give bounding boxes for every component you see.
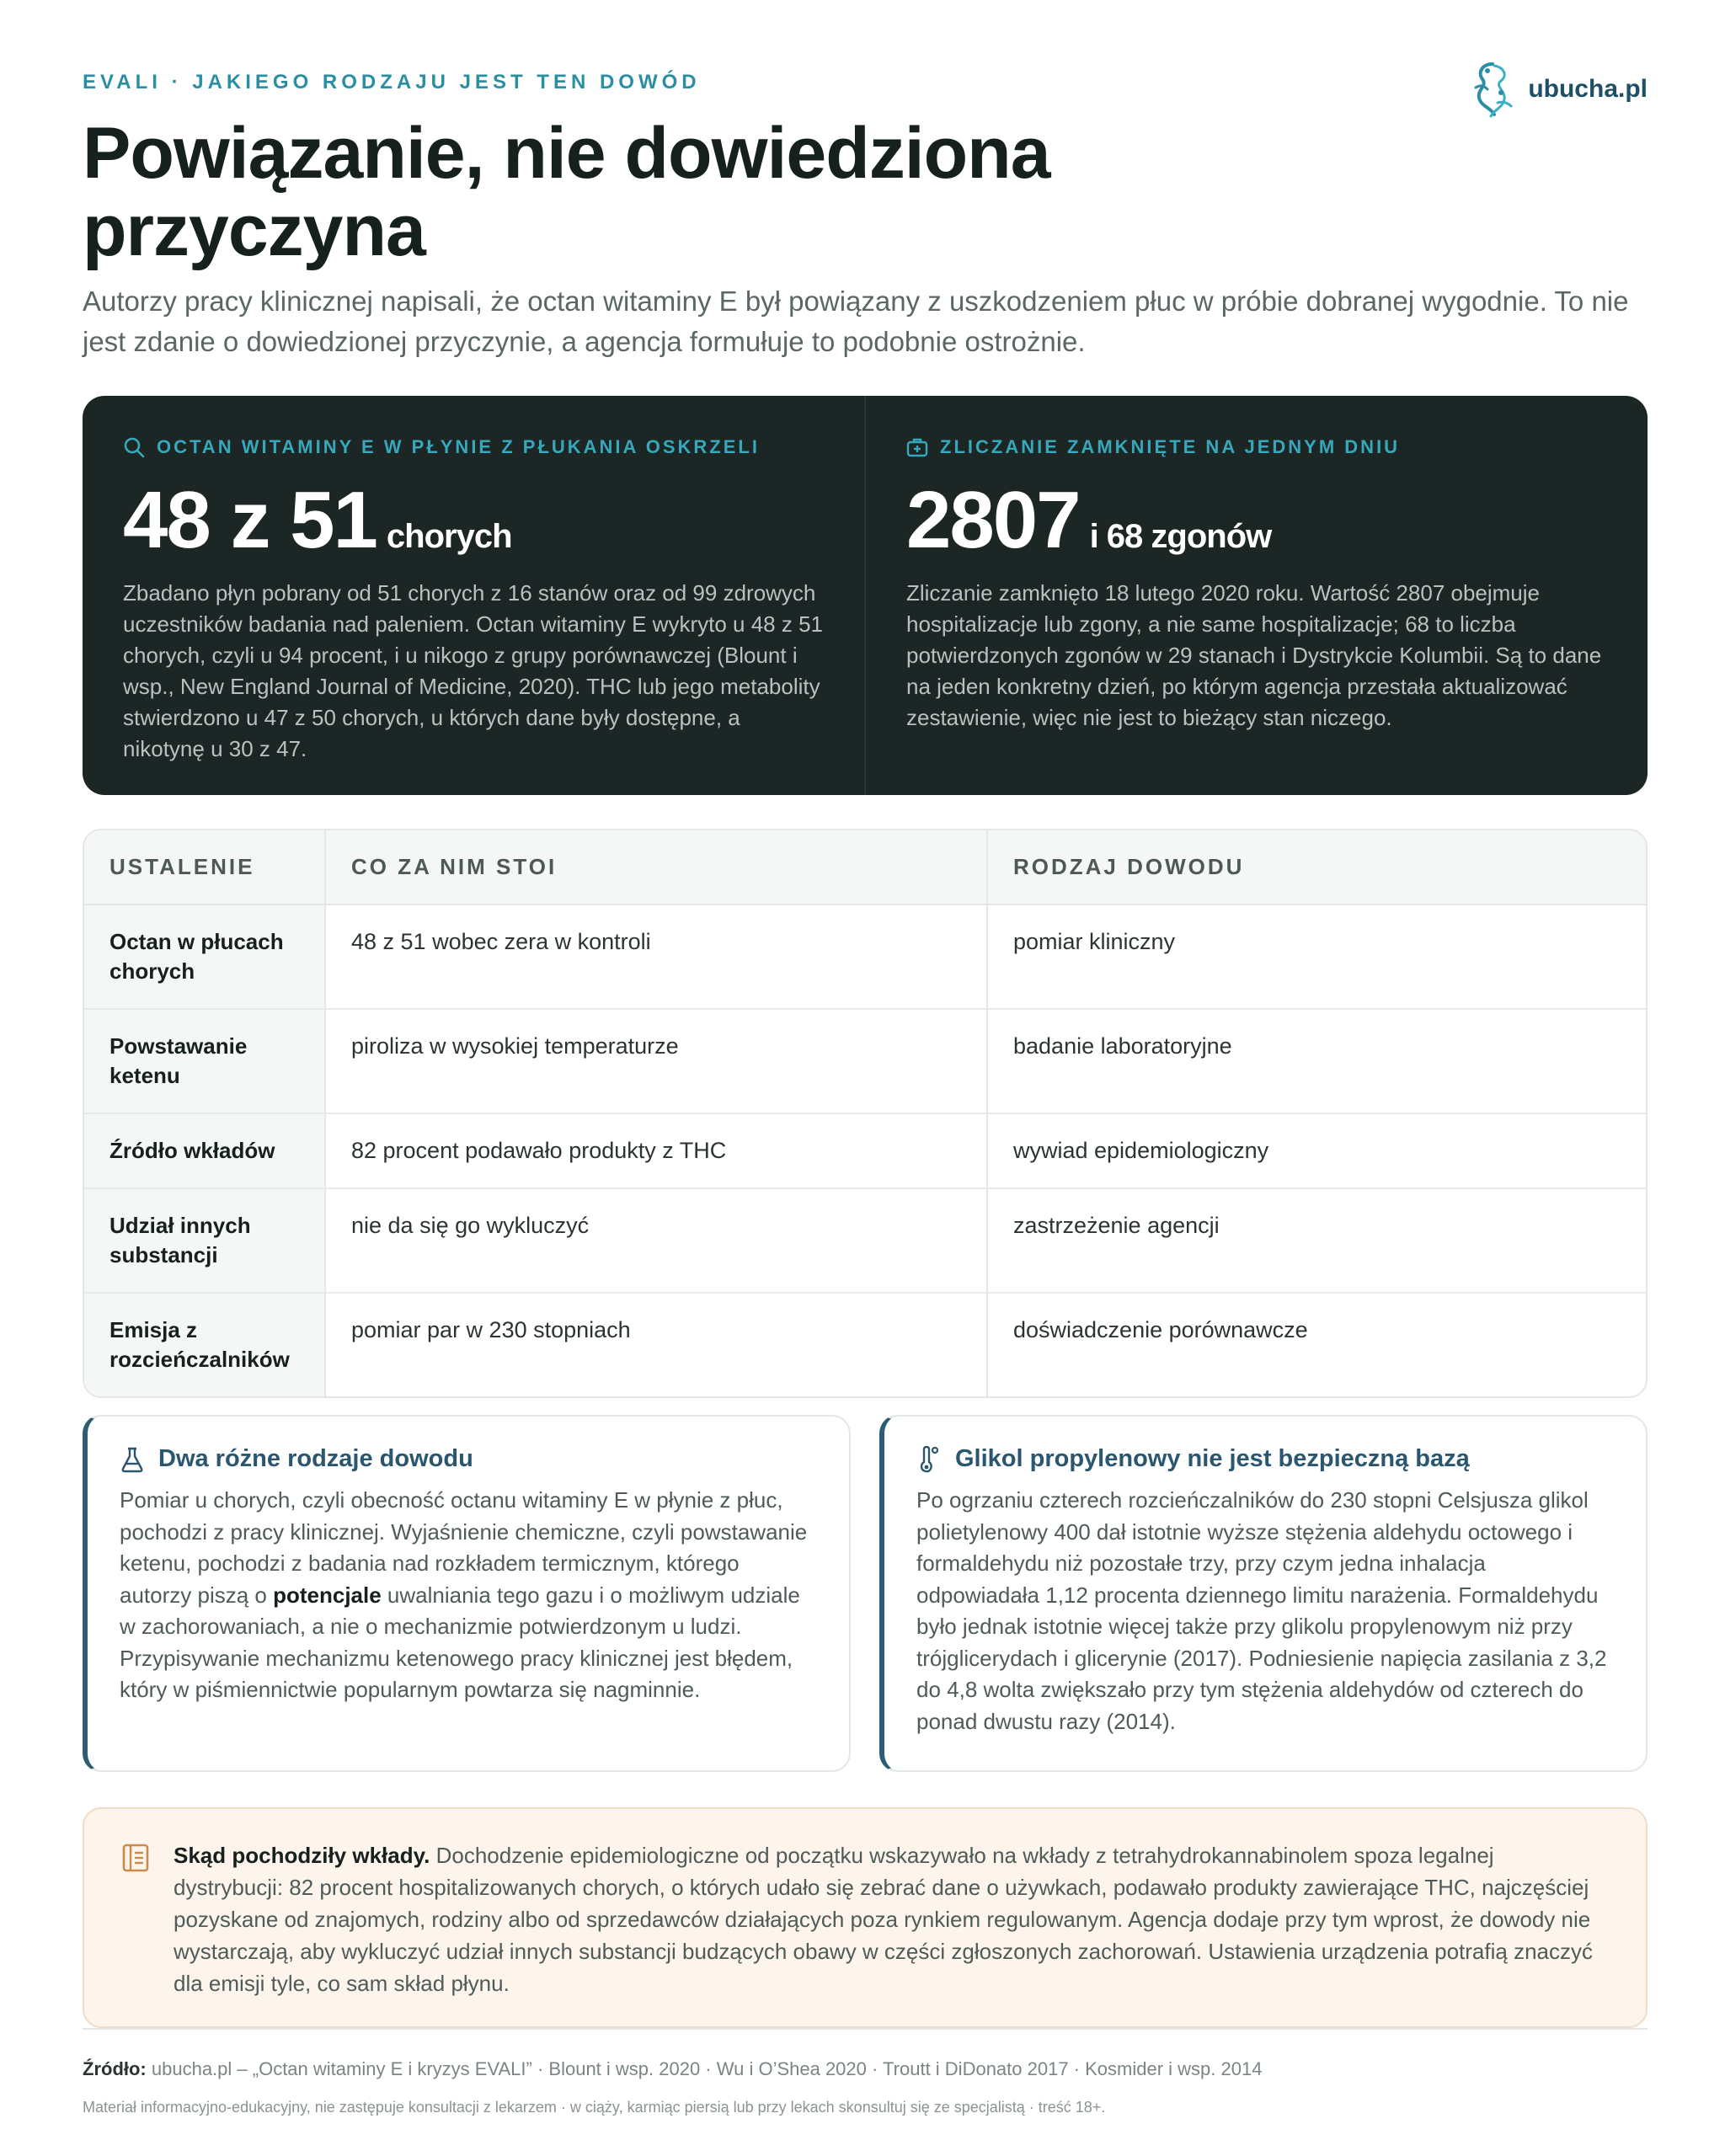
table-cell-evidence-type: zastrzeżenie agencji [987,1188,1646,1293]
stat-value-group [123,475,824,565]
stat-label [123,436,824,458]
info-box-title [916,1445,1614,1473]
info-box-propylene-glycol [879,1415,1648,1772]
source-label: Źródło: [83,2058,147,2079]
table-cell-basis: 82 procent podawało produkty z THC [325,1113,987,1188]
stat-unit: chorych [386,518,512,555]
table-row [84,1293,1646,1396]
medical-kit-icon [906,436,928,458]
table-cell-finding: Octan w płucach chorych [84,905,325,1009]
info-box-title-text: Dwa różne rodzaje dowodu [158,1445,473,1472]
table-cell-basis: 48 z 51 wobec zera w kontroli [325,905,987,1009]
table-cell-evidence-type: wywiad epidemiologiczny [987,1113,1646,1188]
source-note [83,1807,1648,2028]
column-header: CO ZA NIM STOI [325,830,987,905]
stat-value-group [906,475,1607,565]
table-header-row [84,830,1646,905]
note-text: Skąd pochodziły wkłady. Dochodzenie epidemiologiczne od początku wskazywało na wkłady z tetrahydrokannabinolem spoza legalnej dystrybucji: 82 procent hospitalizowanych chorych, o których udało się zebrać dane o używkach, podawało produkty zawierające THC, najczęściej pozyskane od znajomych, rodziny albo od sprzedawców działających poza rynkiem regulowanym. Agencja dodaje przy tym wprost, że dowody nie wystarczają, aby wykluczyć udział innych substancji budzących obawy w części zgłoszonych zachorowań. Ustawienia urządzenia potrafią znaczyć dla emisji tyle, co sam skład płynu. [174,1843,1593,1996]
stat-vitamin-e [83,396,864,795]
info-box-title [120,1445,817,1473]
stat-description: Zliczanie zamknięto 18 lutego 2020 roku. Wartość 2807 obejmuje hospitalizacje lub zgony, a nie same hospitalizacje; 68 to liczba potwierdzonych zgonów w 29 stanach i Dystrykcie Kolumbii. Są to dane na jeden konkretny dzień, po którym agencja przestała aktualizować zestawienie, więc nie jest to bieżący stan niczego. [906,580,1602,730]
eyebrow: EVALI · JAKIEGO RODZAJU JEST TEN DOWÓD [83,71,701,93]
logo-text: ubucha.pl [1528,75,1648,103]
column-header: RODZAJ DOWODU [987,830,1646,905]
disclaimer: Materiał informacyjno-edukacyjny, nie zastępuje konsultacji z lekarzem · w ciąży, karmiąc piersią lub przy lekach skonsultuj się ze specjalistą · treść 18+. [83,2099,1106,2116]
column-header: USTALENIE [84,830,325,905]
emphasis: potencjale [273,1582,382,1608]
thermometer-icon [916,1446,942,1473]
info-box-text: Po ogrzaniu czterech rozcieńczalników do 230 stopni Celsjusza glikol polietylenowy 400 dał istotnie wyższe stężenia aldehydu octowego i formaldehydu niż pozostałe trzy, przy czym jedna inhalacja odpowiadała 1,12 procenta dziennego limitu narażenia. Formaldehydu było jednak istotnie więcej także przy glikolu propylenowym niż przy trójglicerydach i glicerynie (2017). Podniesienie napięcia zasilania z 3,2 do 4,8 wolta zwiększało przy tym stężenia aldehydów od czterech do ponad dwustu razy (2014). [916,1487,1607,1734]
table-row [84,1113,1646,1188]
table-cell-finding: Emisja z rozcieńczalników [84,1293,325,1396]
table-row [84,1188,1646,1293]
source-line: Źródło: ubucha.pl – „Octan witaminy E i kryzys EVALI” · Blount i wsp. 2020 · Wu i O’Shea 2020 · Troutt i DiDonato 2017 · Kosmider i wsp. 2014 [83,2058,1263,2079]
table-cell-basis: nie da się go wykluczyć [325,1188,987,1293]
table-cell-finding: Udział innych substancji [84,1188,325,1293]
table-cell-finding: Powstawanie ketenu [84,1009,325,1113]
info-box-title-text: Glikol propylenowy nie jest bezpieczną bazą [955,1445,1470,1472]
info-box-text: Pomiar u chorych, czyli obecność octanu witaminy E w płynie z płuc, pochodzi z pracy klinicznej. Wyjaśnienie chemiczne, czyli powstawanie ketenu, pochodzi z badania nad rozkładem termicznym, którego autorzy piszą o potencjale uwalniania tego gazu i o możliwym udziale w zachorowaniach, a nie o mechanizmie potwierdzonym u ludzi. Przypisywanie mechanizmu ketenowego pracy klinicznej jest błędem, który w piśmiennictwie popularnym powtarza się nagminnie. [120,1487,808,1702]
table-cell-basis: piroliza w wysokiej temperaturze [325,1009,987,1113]
logo[interactable] [1469,59,1648,120]
page-title: Powiązanie, nie dowiedziona przyczyna [83,113,1050,271]
stat-label-text: OCTAN WITAMINY E W PŁYNIE Z PŁUKANIA OSKRZELI [157,436,760,457]
stat-label [906,436,1607,458]
table-cell-evidence-type: doświadczenie porównawcze [987,1293,1646,1396]
stat-value: 2807 [906,475,1080,565]
document-icon [121,1843,150,1873]
lead-paragraph: Autorzy pracy klinicznej napisali, że octan witaminy E był powiązany z uszkodzeniem płuc w próbie dobranej wygodnie. To nie jest zdanie o dowiedzionej przyczynie, a agencja formułuje to podobnie ostrożnie. [83,286,1629,357]
table-cell-evidence-type: badanie laboratoryjne [987,1009,1646,1113]
stat-value: 48 z 51 [123,475,377,565]
table-cell-finding: Źródło wkładów [84,1113,325,1188]
info-box-evidence-types [83,1415,851,1772]
stat-description: Zbadano płyn pobrany od 51 chorych z 16 stanów oraz od 99 zdrowych uczestników badania nad paleniem. Octan witaminy E wykryto u 48 z 51 chorych, czyli u 94 procent, i u nikogo z grupy porównawczej (Blount i wsp., New England Journal of Medicine, 2020). THC lub jego metabolity stwierdzono u 47 z 50 chorych, u których dane były dostępne, a nikotynę u 30 z 47. [123,580,823,761]
table-cell-evidence-type: pomiar kliniczny [987,905,1646,1009]
logo-icon [1469,59,1516,120]
note-heading: Skąd pochodziły wkłady. [174,1843,430,1868]
divider [83,2028,1648,2030]
stat-case-count [864,396,1648,795]
table-cell-basis: pomiar par w 230 stopniach [325,1293,987,1396]
stat-label-text: ZLICZANIE ZAMKNIĘTE NA JEDNYM DNIU [940,436,1401,457]
search-icon [123,436,145,458]
table-row [84,1009,1646,1113]
flask-icon [120,1446,145,1473]
stat-unit: i 68 zgonów [1089,518,1272,555]
stats-card [83,396,1648,795]
table-row [84,905,1646,1009]
evidence-table [83,829,1648,1398]
